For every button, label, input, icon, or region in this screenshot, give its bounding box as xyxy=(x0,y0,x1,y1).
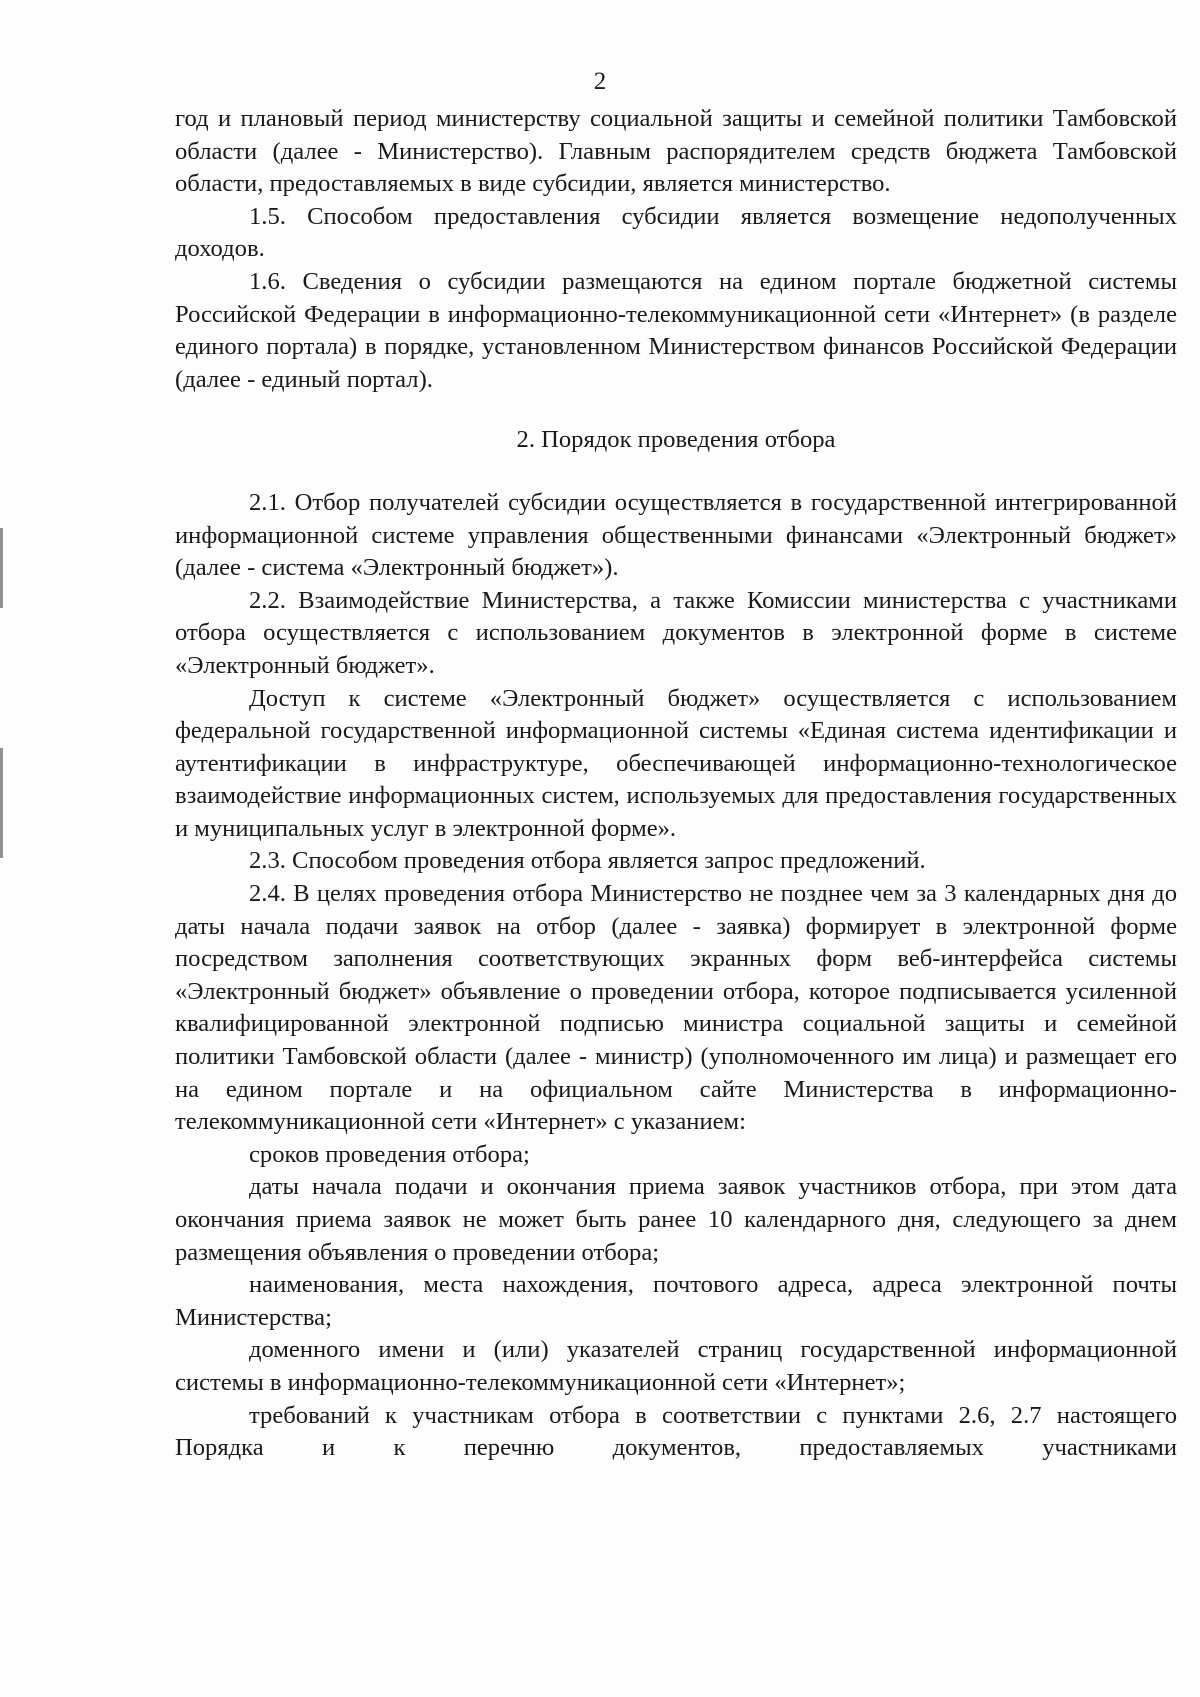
list-item: требований к участникам отбора в соответствии с пунктами 2.6, 2.7 настоящего Порядка и к перечню документов, предоставляемых участниками xyxy=(175,1401,1177,1462)
document-body xyxy=(175,103,1177,1465)
clause-1-5: 1.5. Способом предоставления субсидии является возмещение недополученных доходов. xyxy=(175,202,1177,263)
list-item: наименования, места нахождения, почтового адреса, адреса электронной почты Министерства; xyxy=(175,1271,1177,1331)
clause-2-2: 2.2. Взаимодействие Министерства, а также Комиссии министерства с участниками отбора осуществляется с использованием документов в электронной форме в системе «Электронный бюджет». xyxy=(175,586,1177,679)
clause-2-1: 2.1. Отбор получателей субсидии осуществляется в государственной интегрированной информационной системе управления общественными финансами «Электронный бюджет» (далее - система «Электронный бюджет»). xyxy=(175,488,1177,582)
intro-paragraph: год и плановый период министерству социальной защиты и семейной политики Тамбовской области (далее - Министерство). Главным распорядителем средств бюджета Тамбовской области, предоставляемых в виде субсидии, является министерство. xyxy=(175,105,1177,198)
section-heading: 2. Порядок проведения отбора xyxy=(516,426,836,454)
clause-2-3: 2.3. Способом проведения отбора является запрос предложений. xyxy=(249,847,926,875)
list-item: доменного имени и (или) указателей страниц государственной информационной системы в информационно-телекоммуникационной сети «Интернет»; xyxy=(175,1336,1177,1396)
list-item: сроков проведения отбора; xyxy=(249,1140,530,1168)
scan-edge-mark xyxy=(0,528,3,608)
list-item: даты начала подачи и окончания приема заявок участников отбора, при этом дата окончания приема заявок не может быть ранее 10 календарного дня, следующего за днем размещения объявления о проведении отбора; xyxy=(175,1173,1177,1266)
scan-edge-mark xyxy=(0,748,3,858)
page-number: 2 xyxy=(593,68,607,95)
clause-1-6: 1.6. Сведения о субсидии размещаются на едином портале бюджетной системы Российской Федерации в информационно-телекоммуникационной сети «Интернет» (в разделе единого портала) в порядке, установленном Министерством финансов Российской Федерации (далее - единый портал). xyxy=(175,267,1177,393)
clause-2-4: 2.4. В целях проведения отбора Министерство не позднее чем за 3 календарных дня до даты начала подачи заявок на отбор (далее - заявка) формирует в электронной форме посредством заполнения соответствующих экранных форм веб-интерфейса системы «Электронный бюджет» объявление о проведении отбора, которое подписывается усиленной квалифицированной электронной подписью министра социальной защиты и семейной политики Тамбовской области (далее - министр) (уполномоченного им лица) и размещает его на едином портале и на официальном сайте Министерства в информационно-телекоммуникационной сети «Интернет» с указанием: xyxy=(175,880,1177,1136)
clause-2-2-access: Доступ к системе «Электронный бюджет» осуществляется с использованием федеральной государственной информационной системы «Единая система идентификации и аутентификации в инфраструктуре, обеспечивающей информационно-технологическое взаимодействие информационных систем, используемых для предоставления государственных и муниципальных услуг в электронной форме». xyxy=(175,684,1177,842)
